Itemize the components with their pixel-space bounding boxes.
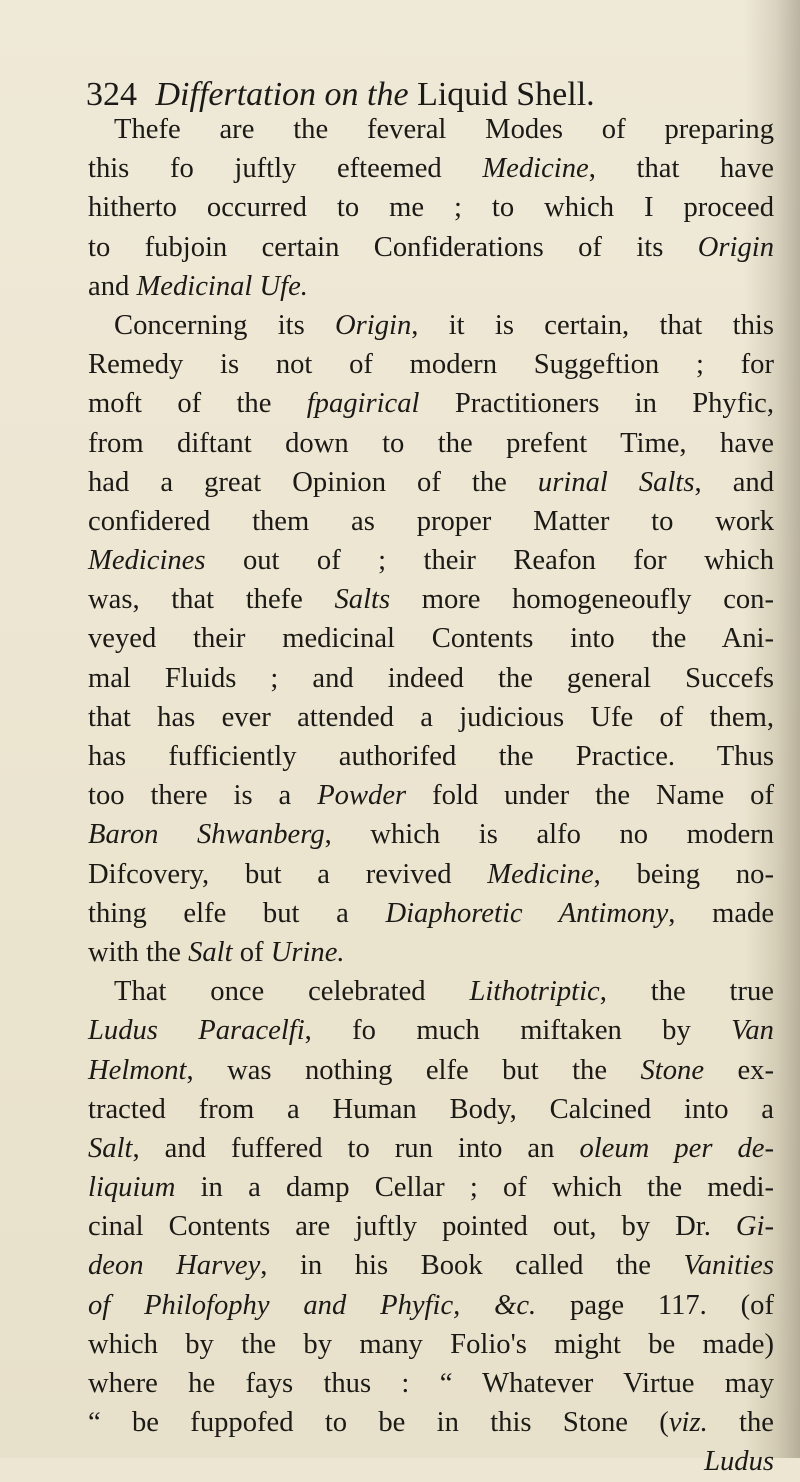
text-run: tracted from a Human Body, Calcined into a [88,1093,774,1125]
italic-run: Diaphoretic Antimony [385,897,669,929]
text-line [88,110,774,149]
italic-run: Helmont [88,1054,187,1086]
italic-run: Medicinal Ufe. [136,270,308,302]
text-run: the [707,1407,774,1439]
text-run: fold under the Name of [406,780,774,812]
text-run: Practitioners in Phyfic, [419,388,774,420]
header-title-italic: Differtation on the [155,76,409,113]
text-line [88,972,774,1011]
text-run: , which is alfo no modern [324,819,775,851]
text-run: thing elfe but a [88,897,386,929]
text-run: , in his Book called the [260,1250,684,1282]
italic-run: of Philofophy and Phyfic, &c. [88,1289,537,1321]
text-run: confidered them as proper Matter to work [88,505,774,537]
text-run: Difcovery, but a revived [88,858,488,890]
italic-run: Van [731,1015,774,1047]
text-run: page 117. (of [536,1289,774,1321]
italic-run: Ludus Paracelfi [88,1015,305,1047]
text-line [88,345,774,384]
text-run: in a damp Cellar ; of which the medi- [175,1172,774,1204]
text-run: which by the by many Folio's might be made) [88,1328,774,1360]
text-run: had a great Opinion of the [88,466,538,498]
text-line [88,894,774,933]
italic-run: liquium [88,1172,176,1204]
italic-run: Lithotriptic [469,976,600,1008]
italic-run: Urine. [270,936,345,968]
text-run: That once celebrated [114,976,470,1008]
italic-run: Baron Shwanberg [88,819,325,851]
text-run: more homogeneoufly con- [390,584,774,616]
text-line [88,1442,774,1481]
text-run: veyed their medicinal Contents into the Ani- [88,623,774,655]
text-line [88,384,774,423]
italic-run: Salt [188,936,233,968]
text-run: moft of the [88,388,307,420]
text-run: to fubjoin certain Confiderations of its [88,231,698,263]
text-run: , and fuffered to run into an [132,1132,580,1164]
text-line [88,659,774,698]
text-line [88,815,774,854]
text-line [88,1403,774,1442]
text-run: “ be fuppofed to be in this Stone ( [88,1407,669,1439]
text-line [88,463,774,502]
page-number: 324 [86,76,137,113]
text-run: , that have [588,153,774,185]
text-run: ex- [704,1054,774,1086]
header-title-roman: Liquid Shell. [417,76,595,113]
italic-run: Medicine [482,153,589,185]
text-line [88,1286,774,1325]
text-line [88,1011,774,1050]
text-line [88,424,774,463]
text-run: with the [88,936,189,968]
text-line [88,188,774,227]
text-run: Remedy is not of modern Suggeftion ; for [88,349,774,381]
text-run: hitherto occurred to me ; to which I proceed [88,192,774,224]
text-line [88,698,774,737]
italic-run: Salt [88,1132,133,1164]
italic-run: Medicines [88,545,206,577]
text-run: from diftant down to the prefent Time, have [88,427,774,459]
text-line [88,1090,774,1129]
text-line [88,541,774,580]
italic-run: Gi- [735,1211,774,1243]
text-run: mal Fluids ; and indeed the general Succefs [88,662,774,694]
text-line [88,1207,774,1246]
text-run: too there is a [88,780,318,812]
body-text [88,110,774,1482]
text-run: Thefe are the feveral Modes of preparing [114,114,774,145]
text-run: this fo juftly efteemed [88,153,483,185]
italic-run: Origin [335,309,412,341]
text-run: , made [668,897,775,929]
text-line [88,1246,774,1285]
text-line [88,502,774,541]
italic-run: deon Harvey [88,1250,261,1282]
text-run: of [232,936,271,968]
text-run: , fo much miftaken by [304,1015,732,1047]
text-line [88,855,774,894]
text-line [88,228,774,267]
text-run: , being no- [593,858,774,890]
text-line [88,619,774,658]
italic-run: Vanities [683,1250,774,1282]
text-run: out of ; their Reafon for which [205,545,774,577]
text-run: and [88,270,137,302]
italic-run: fpagirical [306,388,420,420]
text-line [88,1129,774,1168]
text-run: where he fays thus : “ Whatever Virtue may [88,1368,774,1399]
italic-run: viz. [668,1407,708,1439]
text-run: , it is certain, that this [411,309,774,341]
italic-run: urinal Salts [537,466,695,498]
text-run: was, that thefe [88,584,335,616]
text-line [88,1325,774,1364]
text-line [88,933,774,972]
text-run: , and [694,466,774,498]
text-run: cinal Contents are juftly pointed out, by Dr. [88,1211,736,1243]
text-run: , the true [599,976,774,1008]
italic-run: Salts [334,584,391,616]
italic-run: Origin [697,231,774,263]
text-run: , was nothing elfe but the [186,1054,641,1086]
italic-run: Stone [640,1054,705,1086]
italic-run: Medicine [487,858,594,890]
text-line [88,580,774,619]
text-line [88,149,774,188]
text-line [88,1051,774,1090]
text-line [88,737,774,776]
text-line [88,306,774,345]
italic-run: oleum per de- [579,1132,774,1164]
text-line [88,776,774,815]
text-line [88,1364,774,1403]
text-run: has fufficiently authorifed the Practice. Thus [88,741,774,772]
text-line [88,267,774,306]
italic-run: Powder [317,780,407,812]
text-line [88,1168,774,1207]
text-run: that has ever attended a judicious Ufe of them, [88,701,774,733]
text-run: Concerning its [114,309,336,341]
italic-run: Ludus [704,1446,774,1478]
